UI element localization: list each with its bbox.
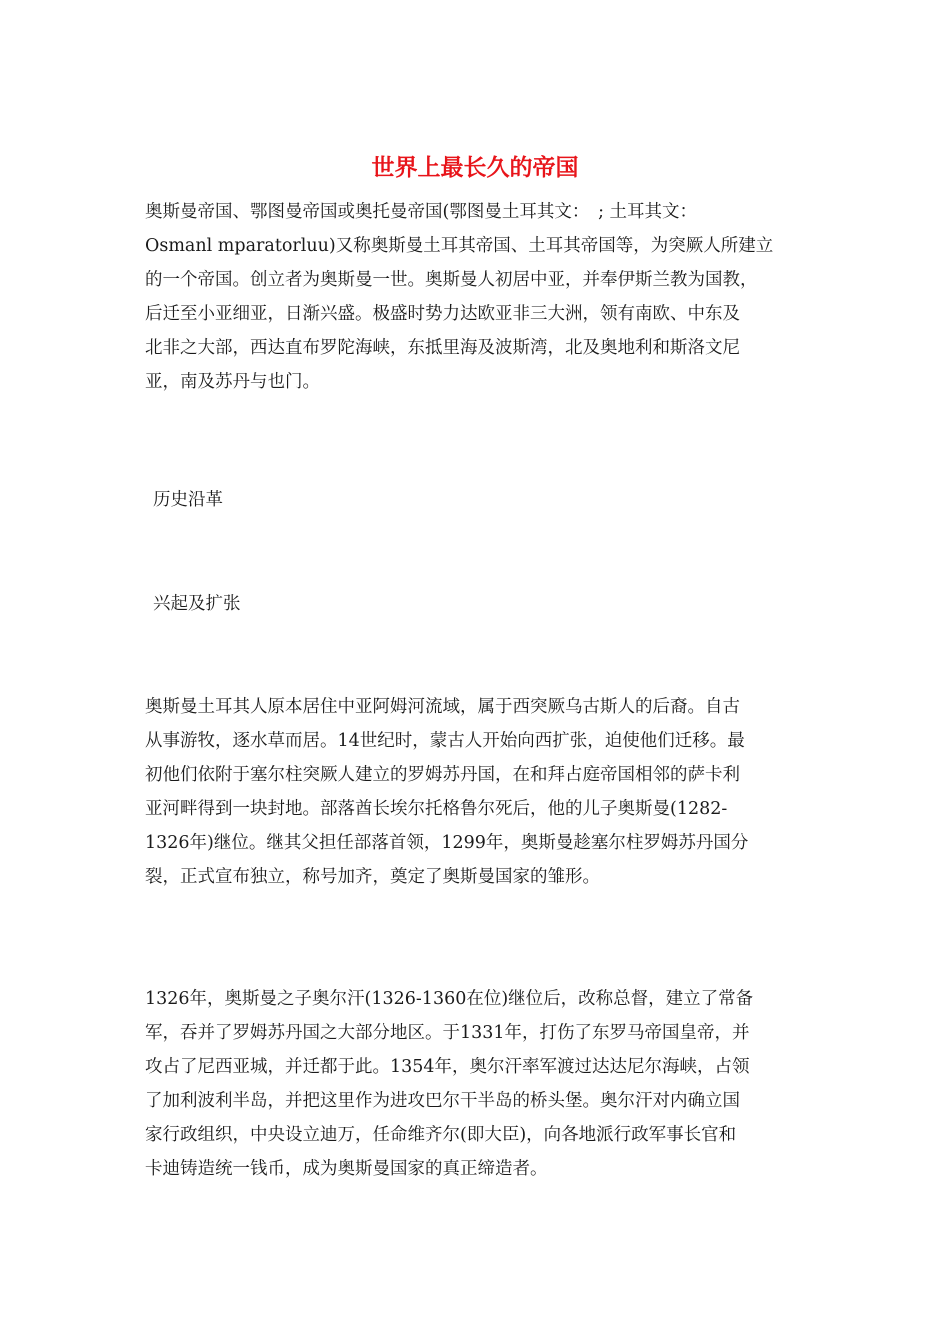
- paragraph-line: 1326年，奥斯曼之子奥尔汗(1326-1360在位)继位后，改称总督，建立了常备: [145, 989, 754, 1009]
- paragraph-line: 初他们依附于塞尔柱突厥人建立的罗姆苏丹国，在和拜占庭帝国相邻的萨卡利: [145, 765, 740, 785]
- paragraph-line: 裂，正式宣布独立，称号加齐，奠定了奥斯曼国家的雏形。: [145, 867, 600, 887]
- paragraph-orhan: [145, 982, 810, 1186]
- paragraph-origins: [145, 690, 810, 894]
- paragraph-line: 1326年)继位。继其父担任部落首领，1299年，奥斯曼趁塞尔柱罗姆苏丹国分: [145, 833, 749, 853]
- intro-line: 亚，南及苏丹与也门。: [145, 372, 320, 392]
- paragraph-line: 军，吞并了罗姆苏丹国之大部分地区。于1331年，打伤了东罗马帝国皇帝，并: [145, 1023, 750, 1043]
- intro-line: Osmanl mparatorluu)又称奥斯曼土耳其帝国、土耳其帝国等，为突厥人所建立: [145, 236, 774, 256]
- section-heading-rise: 兴起及扩张: [153, 594, 241, 614]
- paragraph-line: 卡迪铸造统一钱币，成为奥斯曼国家的真正缔造者。: [145, 1159, 548, 1179]
- page-title: 世界上最长久的帝国: [371, 154, 579, 181]
- paragraph-line: 家行政组织，中央设立迪万，任命维齐尔(即大臣)，向各地派行政军事长官和: [145, 1125, 737, 1145]
- paragraph-line: 从事游牧，逐水草而居。14世纪时，蒙古人开始向西扩张，迫使他们迁移。最: [145, 731, 745, 751]
- intro-line: 的一个帝国。创立者为奥斯曼一世。奥斯曼人初居中亚，并奉伊斯兰教为国教，: [145, 270, 758, 290]
- intro-paragraph: [145, 195, 810, 399]
- intro-line: 奥斯曼帝国、鄂图曼帝国或奥托曼帝国(鄂图曼土耳其文： ; 土耳其文：: [145, 202, 698, 222]
- section-heading-history: 历史沿革: [153, 490, 223, 510]
- paragraph-line: 攻占了尼西亚城，并迁都于此。1354年，奥尔汗率军渡过达达尼尔海峡，占领: [145, 1057, 750, 1077]
- paragraph-line: 奥斯曼土耳其人原本居住中亚阿姆河流域，属于西突厥乌古斯人的后裔。自古: [145, 697, 740, 717]
- intro-line: 后迁至小亚细亚，日渐兴盛。极盛时势力达欧亚非三大洲，领有南欧、中东及: [145, 304, 740, 324]
- paragraph-line: 亚河畔得到一块封地。部落酋长埃尔托格鲁尔死后，他的儿子奥斯曼(1282-: [145, 799, 728, 819]
- paragraph-line: 了加利波利半岛，并把这里作为进攻巴尔干半岛的桥头堡。奥尔汗对内确立国: [145, 1091, 740, 1111]
- intro-line: 北非之大部，西达直布罗陀海峡，东抵里海及波斯湾，北及奥地利和斯洛文尼: [145, 338, 740, 358]
